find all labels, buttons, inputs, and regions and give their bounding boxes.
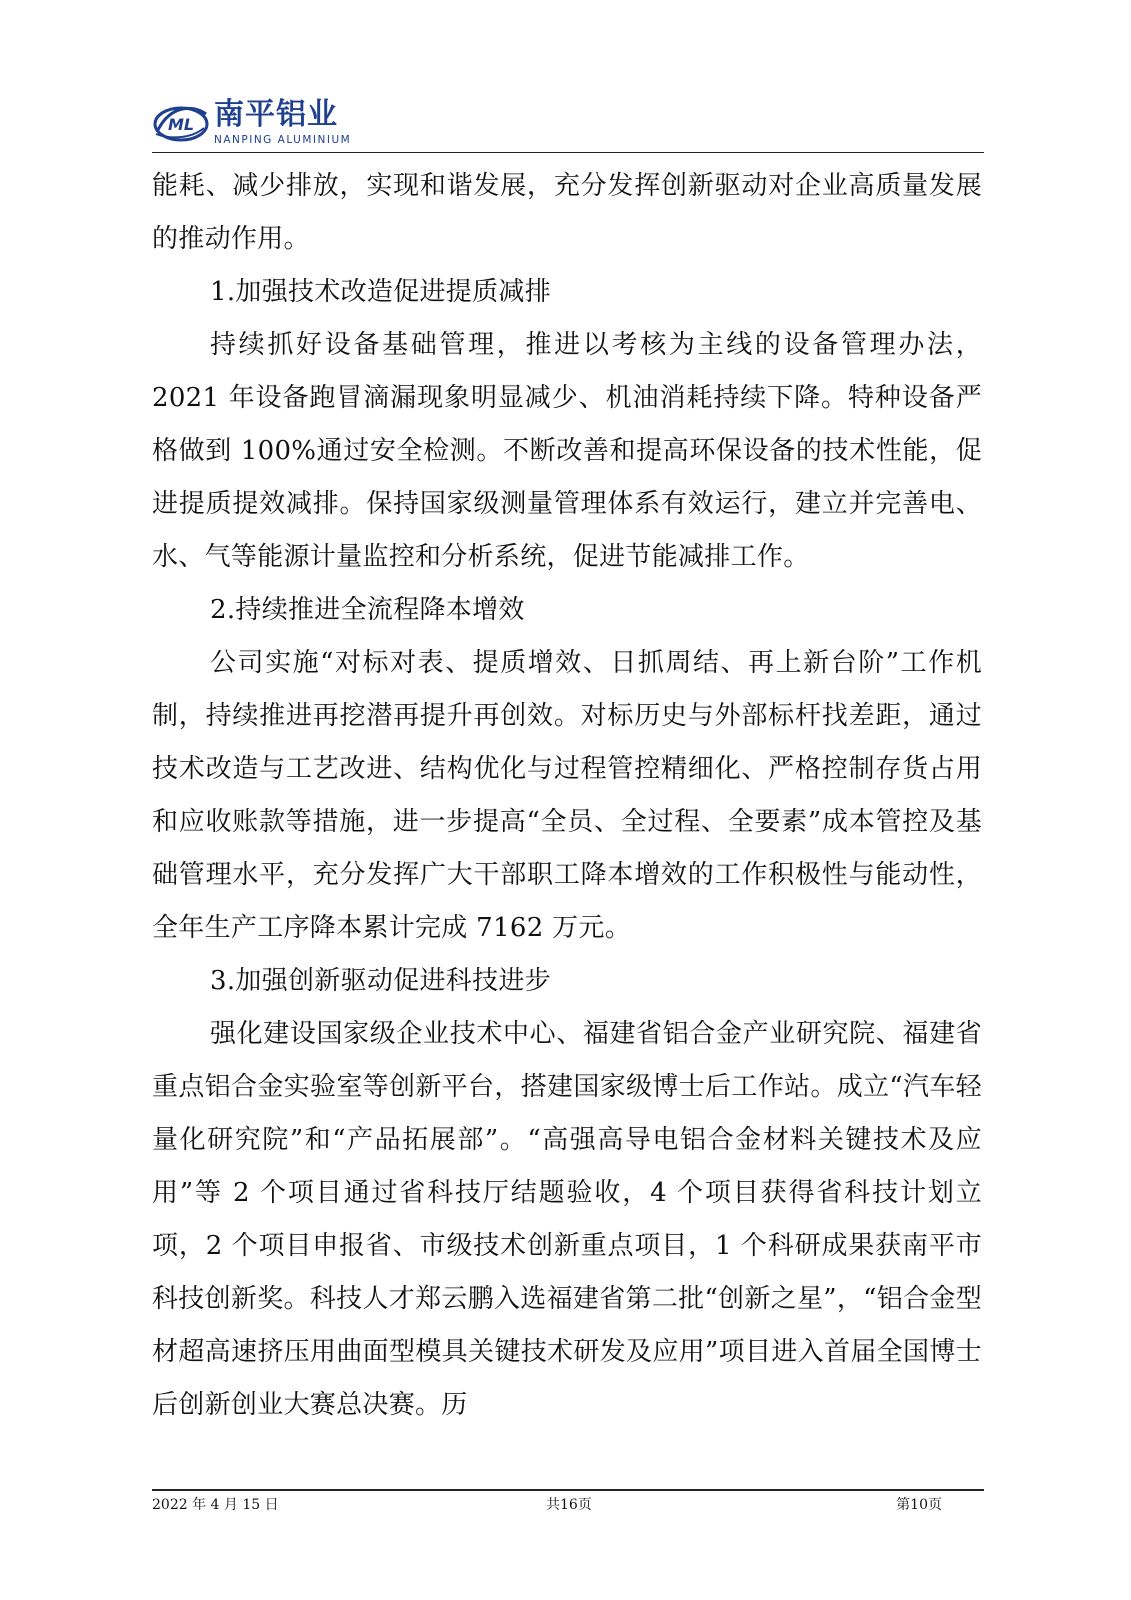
footer-page-number: 第10页 xyxy=(896,1497,942,1513)
company-logo xyxy=(152,98,412,150)
footer-divider xyxy=(152,1489,984,1491)
paragraph: 公司实施“对标对表、提质增效、日抓周结、再上新台阶”工作机制，持续推进再挖潜再提升再创效。对标历史与外部标杆找差距，通过技术改造与工艺改进、结构优化与过程管控精细化、严格控制存货占用和应收账款等措施，进一步提高“全员、全过程、全要素”成本管控及基础管理水平，充分发挥广大干部职工降本增效的工作积极性与能动性，全年生产工序降本累计完成 7162 万元。 xyxy=(152,648,982,943)
paragraph: 强化建设国家级企业技术中心、福建省铝合金产业研究院、福建省重点铝合金实验室等创新平台，搭建国家级博士后工作站。成立“汽车轻量化研究院”和“产品拓展部”。“高强高导电铝合金材料关键技术及应用”等 2 个项目通过省科技厅结题验收，4 个项目获得省科技计划立项，2 个项目申报省、市级技术创新重点项目，1 个科研成果获南平市科技创新奖。科技人才郑云鹏入选福建省第二批“创新之星”，“铝合金型材超高速挤压用曲面型模具关键技术研发及应用”项目进入首届全国博士后创新创业大赛总决赛。历 xyxy=(152,1019,982,1420)
document-body xyxy=(152,160,982,1432)
header-divider xyxy=(152,152,984,153)
svg-text:ML: ML xyxy=(168,115,195,134)
company-logo-icon xyxy=(152,100,210,148)
brand-name-chinese: 南平铝业 xyxy=(214,97,338,132)
page-header xyxy=(152,98,984,154)
footer-total-pages: 共16页 xyxy=(546,1497,592,1513)
page-footer xyxy=(152,1494,984,1516)
brand-name-english: NANPING ALUMINIUM xyxy=(214,134,352,146)
section-heading: 2.持续推进全流程降本增效 xyxy=(210,595,525,625)
paragraph: 能耗、减少排放，实现和谐发展，充分发挥创新驱动对企业高质量发展的推动作用。 xyxy=(152,171,982,254)
section-heading: 3.加强创新驱动促进科技进步 xyxy=(210,966,552,996)
section-heading: 1.加强技术改造促进提质减排 xyxy=(210,277,552,307)
footer-date: 2022 年 4 月 15 日 xyxy=(152,1497,279,1513)
paragraph: 持续抓好设备基础管理，推进以考核为主线的设备管理办法，2021 年设备跑冒滴漏现象明显减少、机油消耗持续下降。特种设备严格做到 100%通过安全检测。不断改善和提高环保设备的技术性能，促进提质提效减排。保持国家级测量管理体系有效运行，建立并完善电、水、气等能源计量监控和分析系统，促进节能减排工作。 xyxy=(152,330,982,572)
